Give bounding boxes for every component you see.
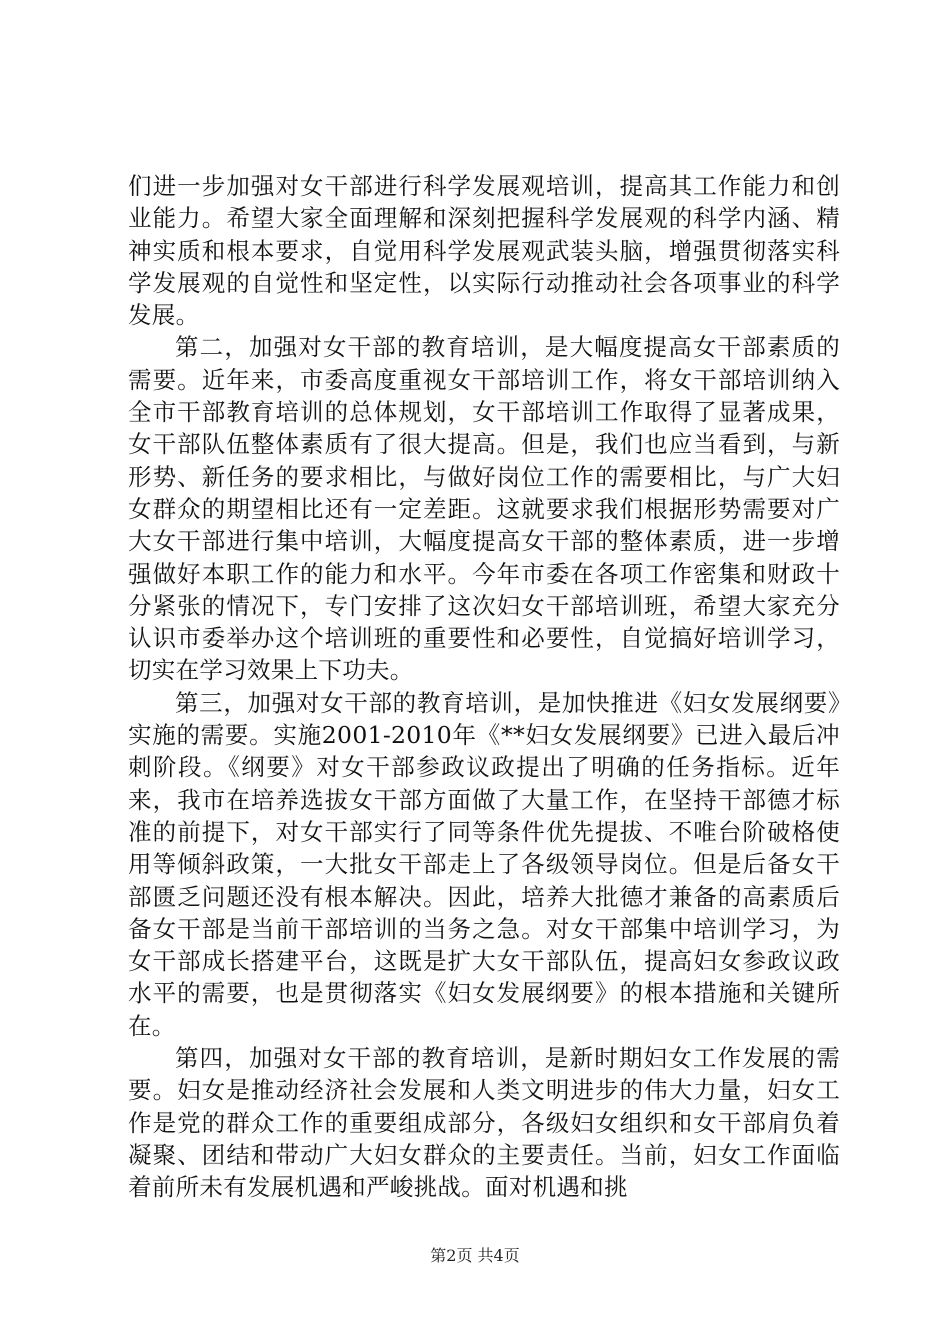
- paragraph-third-point: 第三，加强对女干部的教育培训，是加快推进《妇女发展纲要》实施的需要。实施2001-2010年《**妇女发展纲要》已进入最后冲刺阶段。《纲要》对女干部参政议政提出了明确的任务指标。近年来，我市在培养选拔女干部方面做了大量工作，在坚持干部德才标准的前提下，对女干部实行了同等条件优先提拔、不唯台阶破格使用等倾斜政策，一大批女干部走上了各级领导岗位。但是后备女干部匮乏问题还没有根本解决。因此，培养大批德才兼备的高素质后备女干部是当前干部培训的当务之急。对女干部集中培训学习，为女干部成长搭建平台，这既是扩大女干部队伍，提高妇女参政议政水平的需要，也是贯彻落实《妇女发展纲要》的根本措施和关键所在。: [128, 688, 840, 1040]
- paragraph-second-point: 第二，加强对女干部的教育培训，是大幅度提高女干部素质的需要。近年来，市委高度重视女干部培训工作，将女干部培训纳入全市干部教育培训的总体规划，女干部培训工作取得了显著成果，女干部队伍整体素质有了很大提高。但是，我们也应当看到，与新形势、新任务的要求相比，与做好岗位工作的需要相比，与广大妇女群众的期望相比还有一定差距。这就要求我们根据形势需要对广大女干部进行集中培训，大幅度提高女干部的整体素质，进一步增强做好本职工作的能力和水平。今年市委在各项工作密集和财政十分紧张的情况下，专门安排了这次妇女干部培训班，希望大家充分认识市委举办这个培训班的重要性和必要性，自觉搞好培训学习，切实在学习效果上下功夫。: [128, 333, 840, 685]
- paragraph-fourth-point: 第四，加强对女干部的教育培训，是新时期妇女工作发展的需要。妇女是推动经济社会发展和人类文明进步的伟大力量，妇女工作是党的群众工作的重要组成部分，各级妇女组织和女干部肩负着凝聚、团结和带动广大妇女群众的主要责任。当前，妇女工作面临着前所未有发展机遇和严峻挑战。面对机遇和挑: [128, 1044, 840, 1202]
- page-footer: 第2页 共4页: [430, 1246, 520, 1265]
- paragraph-continuation: 们进一步加强对女干部进行科学发展观培训，提高其工作能力和创业能力。希望大家全面理解和深刻把握科学发展观的科学内涵、精神实质和根本要求，自觉用科学发展观武装头脑，增强贯彻落实科学发展观的自觉性和坚定性，以实际行动推动社会各项事业的科学发展。: [128, 172, 840, 330]
- body-text: [128, 170, 840, 1204]
